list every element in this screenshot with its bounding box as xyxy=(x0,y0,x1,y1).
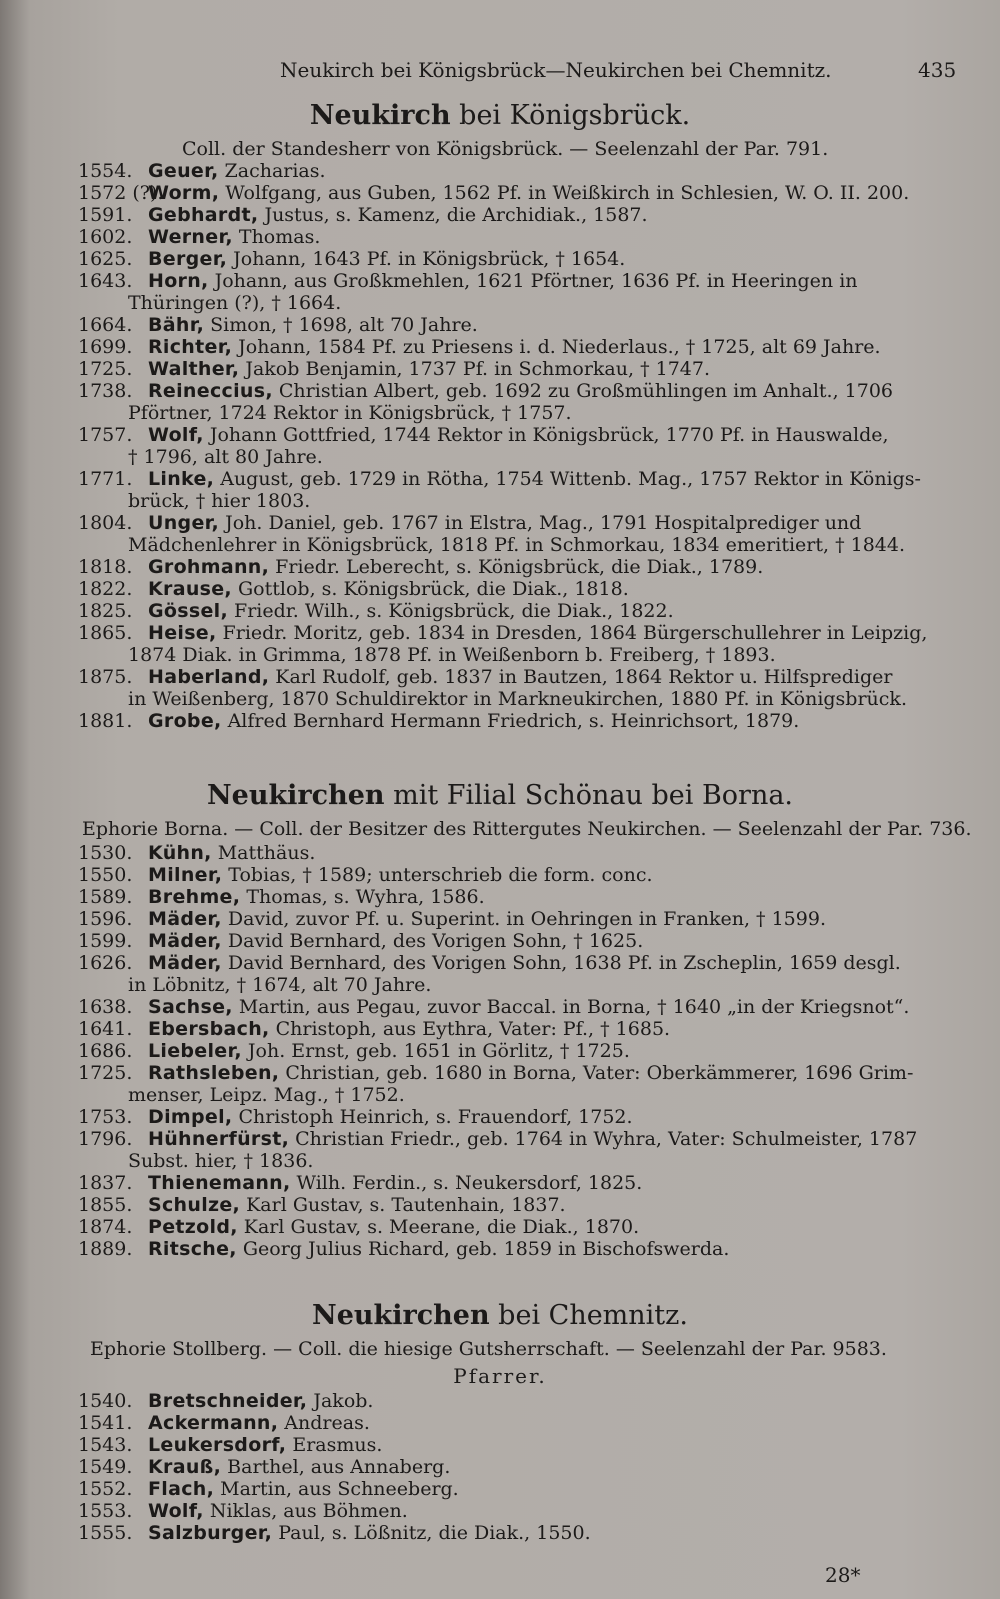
entry-year: 1686. xyxy=(78,1040,133,1062)
entry-year: 1602. xyxy=(78,226,133,248)
entry-text: Friedr. Moritz, geb. 1834 in Dresden, 1864 Bürgerschullehrer in Leipzig, xyxy=(216,622,928,644)
entry-year: 1554. xyxy=(78,160,133,182)
entry-year: 1596. xyxy=(78,908,133,930)
entry-text: Matthäus. xyxy=(211,842,316,864)
entry-text: Paul, s. Lößnitz, die Diak., 1550. xyxy=(272,1522,591,1544)
entry-year: 1699. xyxy=(78,336,133,358)
entry-year: 1625. xyxy=(78,248,133,270)
entry-name: Flach, xyxy=(148,1478,215,1500)
list-item xyxy=(78,226,958,248)
entry-year: 1541. xyxy=(78,1412,133,1434)
entry-year: 1591. xyxy=(78,204,133,226)
entry-text: David, zuvor Pf. u. Superint. in Oehringen in Franken, † 1599. xyxy=(221,908,826,930)
running-header xyxy=(0,58,1000,92)
entry-text: Simon, † 1698, alt 70 Jahre. xyxy=(204,314,478,336)
entry-name: Ebersbach, xyxy=(148,1018,270,1040)
entry-text: Johann, 1584 Pf. zu Priesens i. d. Niederlaus., † 1725, alt 69 Jahre. xyxy=(232,336,881,358)
page-number: 435 xyxy=(918,58,957,82)
list-item xyxy=(78,600,958,622)
entry-name: Leukersdorf, xyxy=(148,1434,287,1456)
entry-year: 1725. xyxy=(78,1062,133,1084)
section-info: Coll. der Standesherr von Königsbrück. — Seelenzahl der Par. 791. xyxy=(182,138,829,160)
entry-text: Christian Albert, geb. 1692 zu Großmühlingen im Anhalt., 1706 xyxy=(272,380,894,402)
list-item xyxy=(78,952,958,996)
entry-year: 1822. xyxy=(78,578,133,600)
entry-name: Thienemann, xyxy=(148,1172,291,1194)
entry-year: 1552. xyxy=(78,1478,133,1500)
entry-text: Friedr. Wilh., s. Königsbrück, die Diak., 1822. xyxy=(227,600,674,622)
entry-name: Grohmann, xyxy=(148,556,270,578)
entry-text: Jakob. xyxy=(307,1390,374,1412)
entry-text: Joh. Ernst, geb. 1651 in Görlitz, † 1725. xyxy=(241,1040,630,1062)
entry-year: 1540. xyxy=(78,1390,133,1412)
entry-name: Walther, xyxy=(148,358,240,380)
list-item xyxy=(78,512,958,556)
list-item xyxy=(78,336,958,358)
entry-continuation: † 1796, alt 80 Jahre. xyxy=(128,446,323,468)
list-item xyxy=(78,1128,958,1172)
entry-year: 1855. xyxy=(78,1194,133,1216)
list-item xyxy=(78,1412,958,1434)
list-item xyxy=(78,314,958,336)
list-item xyxy=(78,182,958,204)
entry-year: 1543. xyxy=(78,1434,133,1456)
entry-year: 1875. xyxy=(78,666,133,688)
entry-text: Martin, aus Schneeberg. xyxy=(214,1478,459,1500)
entry-name: Liebeler, xyxy=(148,1040,242,1062)
list-item xyxy=(78,204,958,226)
entry-year: 1549. xyxy=(78,1456,133,1478)
section-title-rest: bei Chemnitz. xyxy=(489,1300,688,1331)
list-item xyxy=(78,248,958,270)
entry-text: Alfred Bernhard Hermann Friedrich, s. Heinrichsort, 1879. xyxy=(221,710,800,732)
entry-list xyxy=(78,1390,958,1544)
entry-text: Martin, aus Pegau, zuvor Baccal. in Borna, † 1640 „in der Kriegsnot“. xyxy=(232,996,910,1018)
entry-name: Grobe, xyxy=(148,710,222,732)
entry-year: 1796. xyxy=(78,1128,133,1150)
entry-name: Bretschneider, xyxy=(148,1390,308,1412)
section-title-bold: Neukirchen xyxy=(206,780,385,811)
entry-year: 1757. xyxy=(78,424,133,446)
entry-continuation: brück, † hier 1803. xyxy=(128,490,311,512)
entry-continuation: Subst. hier, † 1836. xyxy=(128,1150,314,1172)
entry-year: 1818. xyxy=(78,556,133,578)
entry-text: Wilh. Ferdin., s. Neukersdorf, 1825. xyxy=(290,1172,643,1194)
section-title-rest: bei Königsbrück. xyxy=(450,100,691,131)
entry-name: Mäder, xyxy=(148,908,222,930)
entry-continuation: Mädchenlehrer in Königsbrück, 1818 Pf. in Schmorkau, 1834 emeritiert, † 1844. xyxy=(128,534,906,556)
entry-text: Karl Gustav, s. Tautenhain, 1837. xyxy=(240,1194,566,1216)
entry-text: August, geb. 1729 in Rötha, 1754 Wittenb. Mag., 1757 Rektor in Königs- xyxy=(214,468,921,490)
entry-text: Johann Gottfried, 1744 Rektor in Königsbrück, 1770 Pf. in Hauswalde, xyxy=(203,424,889,446)
entry-name: Ritsche, xyxy=(148,1238,237,1260)
entry-name: Haberland, xyxy=(148,666,270,688)
entry-year: 1889. xyxy=(78,1238,133,1260)
list-item xyxy=(78,930,958,952)
list-item xyxy=(78,1238,958,1260)
entry-year: 1881. xyxy=(78,710,133,732)
entry-text: Christoph, aus Eythra, Vater: Pf., † 1685. xyxy=(269,1018,671,1040)
entry-name: Worm, xyxy=(148,182,220,204)
entry-name: Brehme, xyxy=(148,886,241,908)
entry-name: Krauß, xyxy=(148,1456,222,1478)
entry-year: 1738. xyxy=(78,380,133,402)
entry-name: Mäder, xyxy=(148,952,222,974)
entry-year: 1555. xyxy=(78,1522,133,1544)
list-item xyxy=(78,578,958,600)
entry-name: Krause, xyxy=(148,578,232,600)
section-info: Ephorie Stollberg. — Coll. die hiesige Gutsherrschaft. — Seelenzahl der Par. 9583. xyxy=(90,1338,887,1360)
entry-name: Richter, xyxy=(148,336,233,358)
entry-year: 1874. xyxy=(78,1216,133,1238)
entry-text: Barthel, aus Annaberg. xyxy=(221,1456,451,1478)
entry-year: 1837. xyxy=(78,1172,133,1194)
list-item xyxy=(78,886,958,908)
entry-text: Zacharias. xyxy=(218,160,326,182)
entry-name: Mäder, xyxy=(148,930,222,952)
entry-name: Petzold, xyxy=(148,1216,238,1238)
entry-year: 1771. xyxy=(78,468,133,490)
entry-continuation: Pförtner, 1724 Rektor in Königsbrück, † 1757. xyxy=(128,402,572,424)
list-item xyxy=(78,710,958,732)
list-item xyxy=(78,468,958,512)
entry-year: 1626. xyxy=(78,952,133,974)
entry-text: Christian Friedr., geb. 1764 in Wyhra, Vater: Schulmeister, 1787 xyxy=(289,1128,918,1150)
entry-text: Tobias, † 1589; unterschrieb die form. conc. xyxy=(222,864,653,886)
entry-name: Werner, xyxy=(148,226,233,248)
entry-year: 1638. xyxy=(78,996,133,1018)
entry-text: Christian, geb. 1680 in Borna, Vater: Oberkämmerer, 1696 Grim- xyxy=(279,1062,914,1084)
entry-text: Jakob Benjamin, 1737 Pf. in Schmorkau, † 1747. xyxy=(239,358,711,380)
entry-continuation: 1874 Diak. in Grimma, 1878 Pf. in Weißenborn b. Freiberg, † 1893. xyxy=(128,644,776,666)
entry-year: 1643. xyxy=(78,270,133,292)
section-title-bold: Neukirchen xyxy=(312,1300,490,1331)
list-item xyxy=(78,1106,958,1128)
entry-continuation: menser, Leipz. Mag., † 1752. xyxy=(128,1084,405,1106)
entry-text: Christoph Heinrich, s. Frauendorf, 1752. xyxy=(232,1106,633,1128)
entry-name: Gebhardt, xyxy=(148,204,259,226)
entry-text: David Bernhard, des Vorigen Sohn, † 1625. xyxy=(221,930,644,952)
list-item xyxy=(78,380,958,424)
entry-year: 1825. xyxy=(78,600,133,622)
section-info: Ephorie Borna. — Coll. der Besitzer des Rittergutes Neukirchen. — Seelenzahl der Par. 736. xyxy=(82,818,972,840)
list-item xyxy=(78,908,958,930)
list-item xyxy=(78,842,958,864)
entry-list xyxy=(78,160,958,732)
entry-name: Kühn, xyxy=(148,842,212,864)
entry-year: 1553. xyxy=(78,1500,133,1522)
entry-name: Sachse, xyxy=(148,996,233,1018)
entry-name: Salzburger, xyxy=(148,1522,273,1544)
list-item xyxy=(78,996,958,1018)
entry-continuation: Thüringen (?), † 1664. xyxy=(128,292,342,314)
list-item xyxy=(78,358,958,380)
entry-name: Milner, xyxy=(148,864,223,886)
list-item xyxy=(78,1390,958,1412)
entry-list xyxy=(78,842,958,1260)
entry-text: Thomas, s. Wyhra, 1586. xyxy=(240,886,485,908)
entry-year: 1550. xyxy=(78,864,133,886)
entry-text: Karl Rudolf, geb. 1837 in Bautzen, 1864 Rektor u. Hilfsprediger xyxy=(269,666,893,688)
entry-name: Berger, xyxy=(148,248,228,270)
section-title-neukirchen-chemnitz xyxy=(0,1300,1000,1331)
entry-year: 1572 (?). xyxy=(78,182,164,204)
entry-name: Ackermann, xyxy=(148,1412,279,1434)
list-item xyxy=(78,1018,958,1040)
entry-text: Erasmus. xyxy=(286,1434,383,1456)
entry-name: Linke, xyxy=(148,468,215,490)
section-title-neukirch xyxy=(0,100,1000,131)
list-item xyxy=(78,1500,958,1522)
entry-continuation: in Weißenberg, 1870 Schuldirektor in Markneukirchen, 1880 Pf. in Königsbrück. xyxy=(128,688,907,710)
list-item xyxy=(78,1194,958,1216)
entry-year: 1599. xyxy=(78,930,133,952)
entry-name: Horn, xyxy=(148,270,209,292)
entry-year: 1589. xyxy=(78,886,133,908)
entry-name: Rathsleben, xyxy=(148,1062,280,1084)
entry-text: Justus, s. Kamenz, die Archidiak., 1587. xyxy=(258,204,648,226)
entry-name: Hühnerfürst, xyxy=(148,1128,290,1150)
entry-text: Wolfgang, aus Guben, 1562 Pf. in Weißkirch in Schlesien, W. O. II. 200. xyxy=(219,182,910,204)
entry-text: Georg Julius Richard, geb. 1859 in Bischofswerda. xyxy=(236,1238,730,1260)
entry-continuation: in Löbnitz, † 1674, alt 70 Jahre. xyxy=(128,974,432,996)
entry-year: 1530. xyxy=(78,842,133,864)
entry-name: Bähr, xyxy=(148,314,205,336)
list-item xyxy=(78,1216,958,1238)
section-title-neukirchen-borna xyxy=(0,780,1000,811)
entry-year: 1664. xyxy=(78,314,133,336)
list-item xyxy=(78,1456,958,1478)
list-item xyxy=(78,556,958,578)
entry-text: Karl Gustav, s. Meerane, die Diak., 1870. xyxy=(237,1216,640,1238)
entry-text: Andreas. xyxy=(278,1412,370,1434)
list-item xyxy=(78,864,958,886)
entry-text: Joh. Daniel, geb. 1767 in Elstra, Mag., 1791 Hospitalprediger und xyxy=(219,512,862,534)
entry-year: 1865. xyxy=(78,622,133,644)
entry-name: Wolf, xyxy=(148,424,204,446)
entry-name: Gössel, xyxy=(148,600,228,622)
entry-name: Reineccius, xyxy=(148,380,273,402)
entry-name: Wolf, xyxy=(148,1500,204,1522)
entry-text: Gottlob, s. Königsbrück, die Diak., 1818. xyxy=(231,578,629,600)
entry-text: Niklas, aus Böhmen. xyxy=(203,1500,408,1522)
list-item xyxy=(78,1040,958,1062)
entry-text: Friedr. Leberecht, s. Königsbrück, die Diak., 1789. xyxy=(269,556,764,578)
list-item xyxy=(78,1172,958,1194)
signature-mark: 28* xyxy=(825,1563,861,1587)
list-item xyxy=(78,666,958,710)
running-title: Neukirch bei Königsbrück—Neukirchen bei Chemnitz. xyxy=(280,58,832,82)
list-item xyxy=(78,270,958,314)
entry-name: Unger, xyxy=(148,512,220,534)
entry-name: Dimpel, xyxy=(148,1106,233,1128)
section-title-bold: Neukirch xyxy=(309,100,451,131)
entry-year: 1804. xyxy=(78,512,133,534)
section-title-rest: mit Filial Schönau bei Borna. xyxy=(384,780,794,811)
list-item xyxy=(78,1434,958,1456)
entry-year: 1753. xyxy=(78,1106,133,1128)
list-item xyxy=(78,1522,958,1544)
list-item xyxy=(78,1478,958,1500)
entry-name: Schulze, xyxy=(148,1194,241,1216)
subheading-pfarrer: Pfarrer. xyxy=(453,1364,547,1388)
entry-text: Johann, 1643 Pf. in Königsbrück, † 1654. xyxy=(227,248,626,270)
entry-text: Thomas. xyxy=(232,226,321,248)
list-item xyxy=(78,424,958,468)
list-item xyxy=(78,160,958,182)
list-item xyxy=(78,1062,958,1106)
entry-year: 1725. xyxy=(78,358,133,380)
list-item xyxy=(78,622,958,666)
entry-year: 1641. xyxy=(78,1018,133,1040)
entry-text: Johann, aus Großkmehlen, 1621 Pförtner, 1636 Pf. in Heeringen in xyxy=(208,270,858,292)
entry-name: Heise, xyxy=(148,622,217,644)
entry-name: Geuer, xyxy=(148,160,219,182)
entry-text: David Bernhard, des Vorigen Sohn, 1638 Pf. in Zscheplin, 1659 desgl. xyxy=(221,952,901,974)
